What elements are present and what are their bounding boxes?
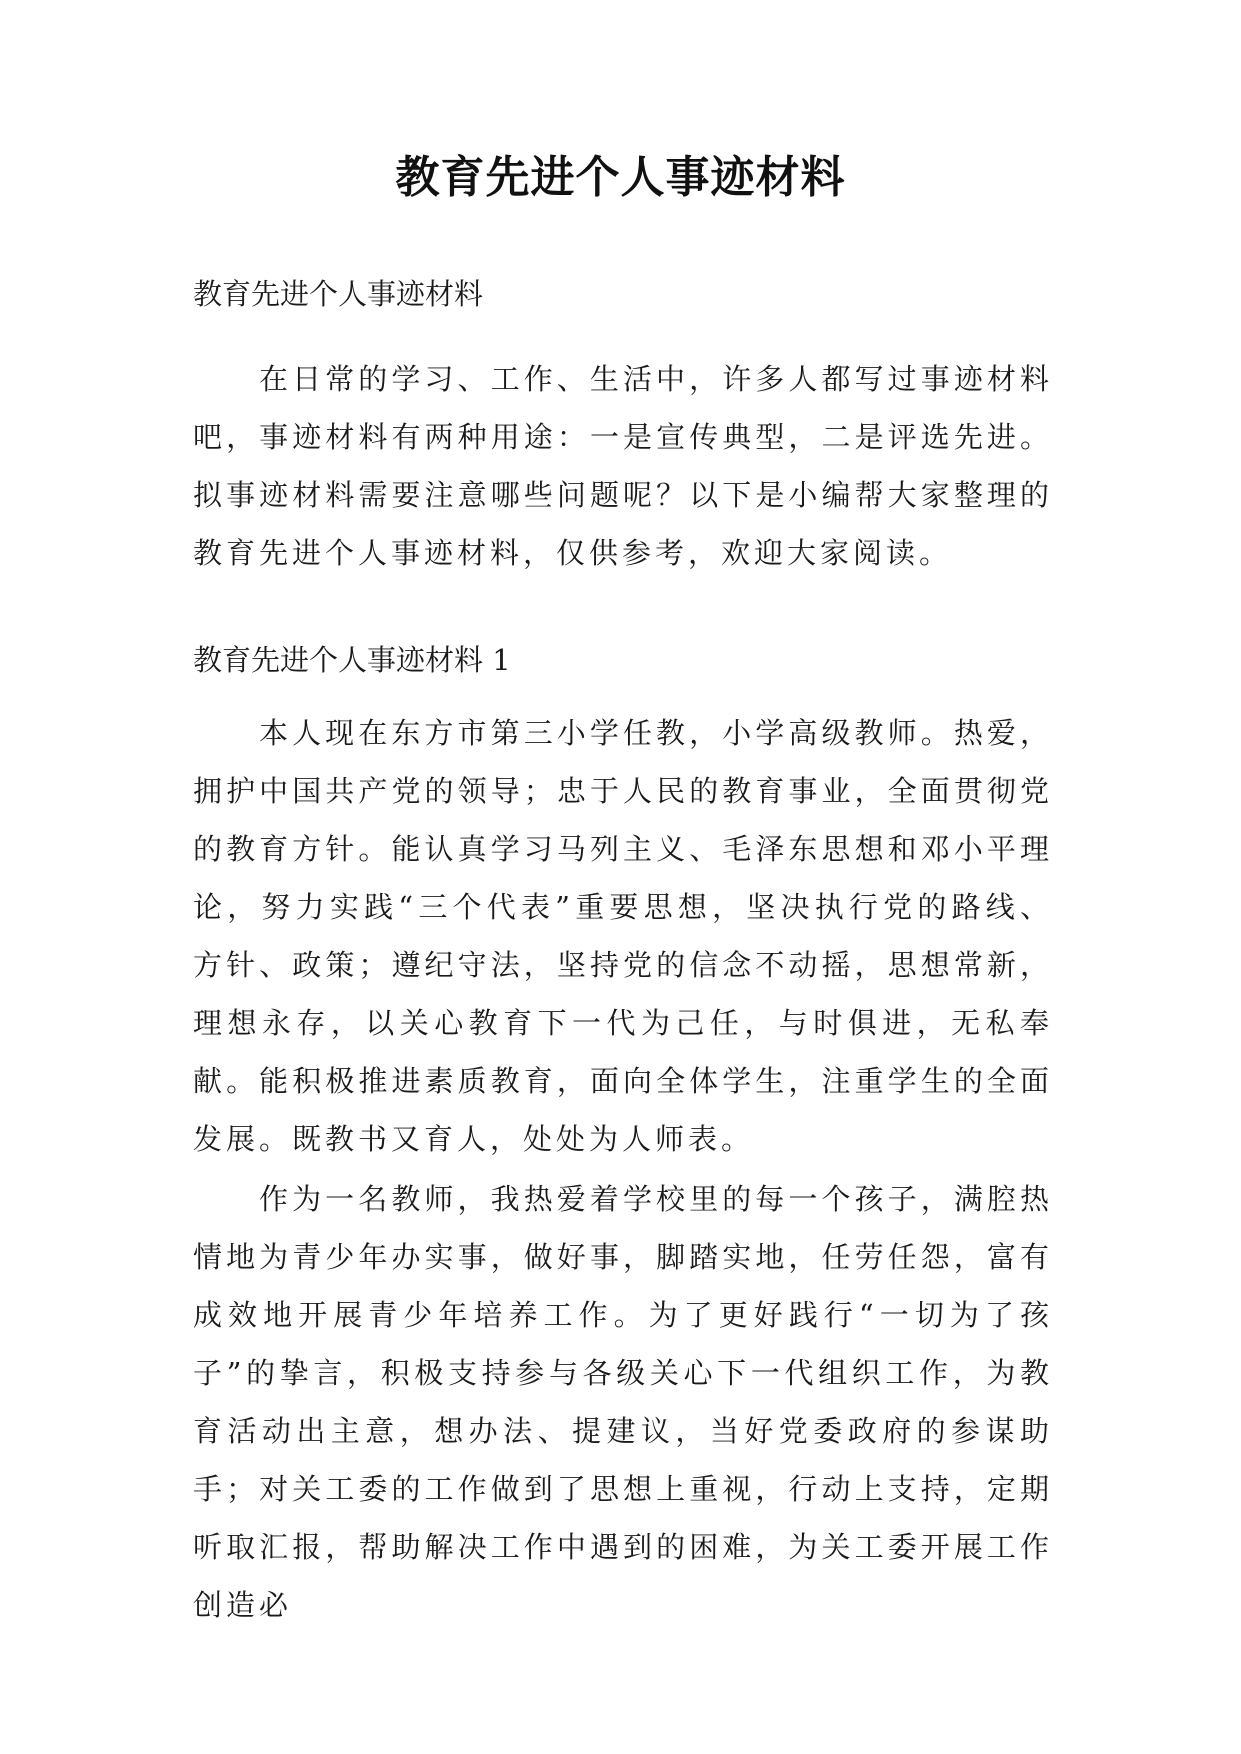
- section-heading: 教育先进个人事迹材料 1: [193, 643, 511, 677]
- section-paragraph-1: 本人现在东方市第三小学任教，小学高级教师。热爱，拥护中国共产党的领导；忠于人民的教育事业，全面贯彻党的教育方针。能认真学习马列主义、毛泽东思想和邓小平理论，努力实践“三个代表”重要思想，坚决执行党的路线、方针、政策；遵纪守法，坚持党的信念不动摇，思想常新，理想永存，以关心教育下一代为己任，与时俱进，无私奉献。能积极推进素质教育，面向全体学生，注重学生的全面发展。既教书又育人，处处为人师表。: [193, 716, 1053, 1156]
- document-title: 教育先进个人事迹材料: [395, 152, 846, 203]
- section-paragraph-2: 作为一名教师，我热爱着学校里的每一个孩子，满腔热情地为青少年办实事，做好事，脚踏实地，任劳任怨，富有成效地开展青少年培养工作。为了更好践行“一切为了孩子”的挚言，积极支持参与各级关心下一代组织工作，为教育活动出主意，想办法、提建议，当好党委政府的参谋助手；对关工委的工作做到了思想上重视，行动上支持，定期听取汇报，帮助解决工作中遇到的困难，为关工委开展工作创造必: [193, 1182, 1053, 1622]
- intro-paragraph: 在日常的学习、工作、生活中，许多人都写过事迹材料吧，事迹材料有两种用途：一是宣传典型，二是评选先进。拟事迹材料需要注意哪些问题呢？以下是小编帮大家整理的教育先进个人事迹材料，仅供参考，欢迎大家阅读。: [193, 362, 1053, 570]
- intro-heading: 教育先进个人事迹材料: [193, 277, 484, 311]
